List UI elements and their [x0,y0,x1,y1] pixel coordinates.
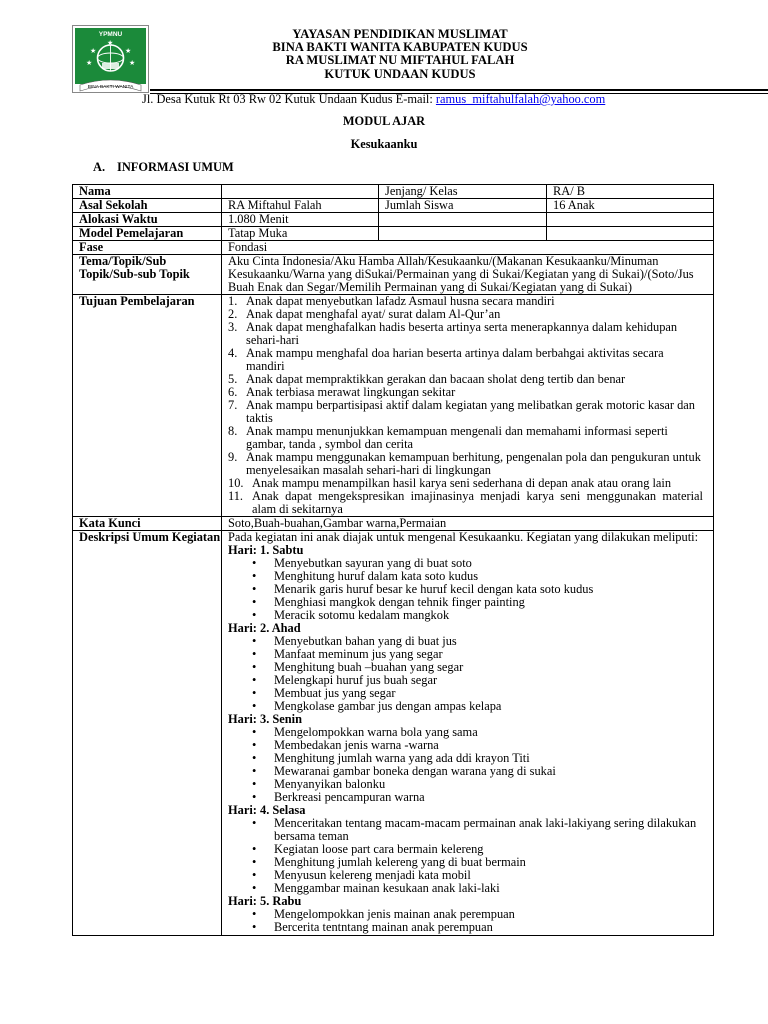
goal-text: Anak dapat menyebutkan lafadz Asmaul husna secara mandiri [246,294,555,308]
activity-list [228,908,713,934]
day-heading: Hari: 5. Rabu [228,894,302,908]
document-subtitle: Kesukaanku [350,137,418,151]
empty-cell [379,213,547,227]
table-row [73,517,714,531]
email-link[interactable]: ramus_miftahulfalah@yahoo.com [435,92,606,106]
label-jumlah-siswa: Jumlah Siswa [379,199,547,213]
list-item: • Kegiatan loose part cara bermain kelereng [228,843,713,856]
list-item: 3. Anak dapat menghafalkan hadis beserta artinya serta menerapkannya dalam kehidupan sehari-hari [228,320,678,347]
list-item: 10. Anak mampu menampilkan hasil karya seni sederhana di depan anak atau orang lain [228,476,672,490]
label-kata-kunci: Kata Kunci [73,517,222,531]
label-tujuan: Tujuan Pembelajaran [73,295,222,517]
list-item: 6. Anak terbiasa merawat lingkungan sekitar [228,385,456,399]
list-item: • Menyebutkan bahan yang di buat jus [228,635,713,648]
day-heading: Hari: 3. Senin [228,712,303,726]
list-item: • Mewaranai gambar boneka dengan warana yang di sukai [228,765,713,778]
list-item: • Mengelompokkan warna bola yang sama [228,726,713,739]
list-item: • Menggambar mainan kesukaan anak laki-laki [228,882,713,895]
list-item: • Mengelompokkan jenis mainan anak perempuan [228,908,713,921]
address-text: Jl. Desa Kutuk Rt 03 Rw 02 Kutuk Undaan Kudus E-mail: [142,92,436,106]
list-item: 5. Anak dapat mempraktikkan gerakan dan bacaan sholat deng tertib dan benar [228,372,626,386]
list-item: • Manfaat meminum jus yang segar [228,648,713,661]
goal-text: Anak terbiasa merawat lingkungan sekitar [246,385,456,399]
list-item: • Menghiasi mangkok dengan tehnik finger painting [228,596,713,609]
goal-text: Anak mampu menghafal doa harian beserta artinya dalam berbahgai aktivitas secara mandiri [246,346,664,373]
address-line [142,93,605,106]
list-item: • Mengkolase gambar jus dengan ampas kelapa [228,700,713,713]
list-item: • Bercerita tentntang mainan anak perempuan [228,921,713,934]
list-item: 4. Anak mampu menghafal doa harian beserta artinya dalam berbahgai aktivitas secara mandiri [228,346,664,373]
goal-text: Anak mampu menggunakan kemampuan berhitung, pengenalan pola dan pengukuran untuk menyelesaikan masalah sehari-hari di lingkungan [246,450,701,477]
tujuan-cell [222,295,714,517]
logo-text-top: YPMNU [98,31,123,38]
section-letter: A. [93,160,106,174]
goal-text: Anak dapat menghafalkan hadis beserta artinya serta menerapkannya dalam kehidupan sehari-hari [246,320,678,347]
list-item: 2. Anak dapat menghafal ayat/ surat dalam Al-Qur’an [228,307,501,321]
goal-text: Anak dapat mempraktikkan gerakan dan bacaan sholat deng tertib dan benar [246,372,626,386]
list-item: • Melengkapi huruf jus buah segar [228,674,713,687]
table-row [73,531,714,936]
ypmnu-logo [72,25,149,93]
letterhead-rule-thick [150,89,768,91]
list-item: • Menarik garis huruf besar ke huruf kecil dengan kata soto kudus [228,583,713,596]
label-alokasi-waktu: Alokasi Waktu [73,213,222,227]
table-row [73,213,714,227]
list-item: • Menyebutkan sayuran yang di buat soto [228,557,713,570]
day-heading: Hari: 2. Ahad [228,621,301,635]
activity-list [228,726,713,804]
empty-cell [547,227,714,241]
svg-text:★: ★ [129,59,136,67]
value-asal-sekolah: RA Miftahul Falah [222,199,379,213]
list-item: 1. Anak dapat menyebutkan lafadz Asmaul husna secara mandiri [228,294,555,308]
letterhead-line-4: KUTUK UNDAAN KUDUS [324,66,476,81]
goal-text: Anak dapat menghafal ayat/ surat dalam Al-Qur’an [246,307,501,321]
goal-text: Anak mampu menunjukkan kemampuan mengenali dan memahami informasi seperti gambar, tanda , symbol dan cerita [246,424,668,451]
label-fase: Fase [73,241,222,255]
label-asal-sekolah: Asal Sekolah [73,199,222,213]
list-item: • Membuat jus yang segar [228,687,713,700]
value-model: Tatap Muka [222,227,379,241]
table-row [73,199,714,213]
list-item: • Menyanyikan balonku [228,778,713,791]
list-item: 8. Anak mampu menunjukkan kemampuan mengenali dan memahami informasi seperti gambar, tanda , symbol dan cerita [228,424,668,451]
list-item: • Meracik sotomu kedalam mangkok [228,609,713,622]
logo-text-bottom: BINA BAKTI WANITA [87,85,134,90]
list-item: • Menghitung jumlah warna yang ada ddi krayon Titi [228,752,713,765]
value-jenjang: RA/ B [547,185,714,199]
table-row [73,241,714,255]
list-item: • Menceritakan tentang macam-macam permainan anak laki-lakiyang sering dilakukan bersama teman [228,817,713,843]
svg-text:★: ★ [86,59,93,67]
value-alokasi-waktu: 1.080 Menit [222,213,379,227]
label-nama: Nama [73,185,222,199]
svg-text:★: ★ [90,47,97,55]
goals-list [228,295,713,516]
label-tema: Tema/Topik/Sub Topik/Sub-sub Topik [73,255,222,295]
document-title: MODUL AJAR [342,114,426,128]
deskripsi-cell [222,531,714,936]
list-item: 7. Anak mampu berpartisipasi aktif dalam kegiatan yang melibatkan gerak motoric kasar dan taktis [228,398,696,425]
label-jenjang: Jenjang/ Kelas [379,185,547,199]
letterhead-line-2: BINA BAKTI WANITA KABUPATEN KUDUS [272,40,528,55]
value-jumlah-siswa: 16 Anak [547,199,714,213]
list-item: • Membedakan jenis warna -warna [228,739,713,752]
day-heading: Hari: 1. Sabtu [228,543,304,557]
value-kata-kunci: Soto,Buah-buahan,Gambar warna,Permaian [222,517,714,531]
value-tema: Aku Cinta Indonesia/Aku Hamba Allah/Kesukaanku/(Makanan Kesukaanku/Minuman Kesukaanku/Warna yang diSukai/Permainan yang di Sukai/Kegiatan yang di Sukai)/(Soto/Jus Buah Enak dan Segar/Memilih Permainan yang di Sukai/Kegiatan yang di Sukai) [222,255,714,295]
list-item: • Menghitung huruf dalam kata soto kudus [228,570,713,583]
list-item: • Menghitung buah –buahan yang segar [228,661,713,674]
goal-text: Anak dapat mengekspresikan imajinasinya menjadi karya seni menggunakan material alam di sekitarnya [252,489,703,516]
list-item: • Menghitung jumlah kelereng yang di buat bermain [228,856,713,869]
goal-text: Anak mampu menampilkan hasil karya seni sederhana di depan anak atau orang lain [252,476,672,490]
value-fase: Fondasi [222,241,714,255]
table-row [73,185,714,199]
list-item: 11. Anak dapat mengekspresikan imajinasinya menjadi karya seni menggunakan material alam di sekitarnya [228,489,703,516]
section-title: INFORMASI UMUM [117,160,234,174]
table-row [73,295,714,517]
label-deskripsi: Deskripsi Umum Kegiatan [73,531,222,936]
empty-cell [379,227,547,241]
info-table [72,184,714,936]
table-row [73,255,714,295]
value-nama [222,185,379,199]
activity-list [228,557,713,622]
label-model: Model Pemelajaran [73,227,222,241]
list-item: • Berkreasi pencampuran warna [228,791,713,804]
letterhead-line-3: RA MUSLIMAT NU MIFTAHUL FALAH [285,53,515,68]
day-heading: Hari: 4. Selasa [228,803,306,817]
goal-text: Anak mampu berpartisipasi aktif dalam kegiatan yang melibatkan gerak motoric kasar dan taktis [246,398,696,425]
list-item: • Menyusun kelereng menjadi kata mobil [228,869,713,882]
letterhead [150,28,650,81]
list-item: 9. Anak mampu menggunakan kemampuan berhitung, pengenalan pola dan pengukuran untuk menyelesaikan masalah sehari-hari di lingkungan [228,450,701,477]
table-row [73,227,714,241]
svg-text:★: ★ [125,47,132,55]
section-heading [93,161,234,174]
activity-list [228,817,713,895]
deskripsi-intro: Pada kegiatan ini anak diajak untuk mengenal Kesukaanku. Kegiatan yang dilakukan meliputi: [228,530,699,544]
activity-list [228,635,713,713]
empty-cell [547,213,714,227]
letterhead-line-1: YAYASAN PENDIDIKAN MUSLIMAT [292,27,508,41]
svg-text:★: ★ [107,39,114,47]
